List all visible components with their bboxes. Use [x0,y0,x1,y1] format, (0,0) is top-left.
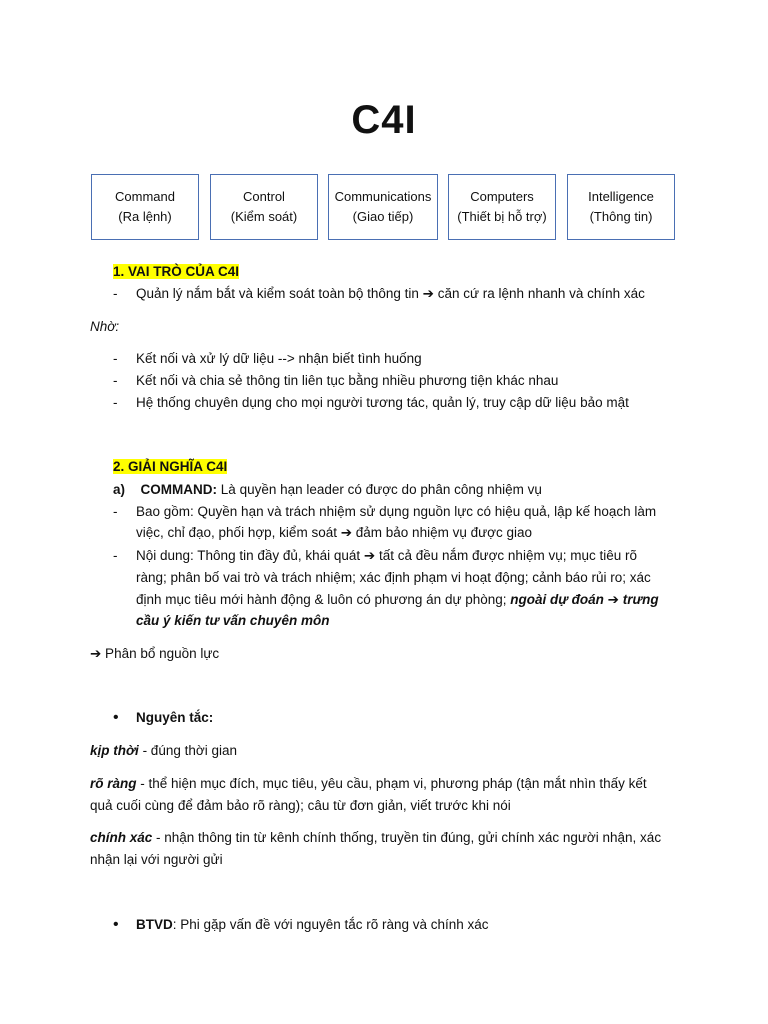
btvd-def: : Phi gặp vấn đề với nguyên tắc rõ ràng và chính xác [172,917,489,932]
box-computers [448,174,556,240]
box-communications [328,174,438,240]
nguyen-tac-label-text: Nguyên tắc: [136,710,214,725]
noi-dung-line4 [136,610,329,632]
command-term: COMMAND: [140,482,218,497]
nho-item: Kết nối và xử lý dữ liệu --> nhận biết tình huống [136,351,422,366]
chinh-xac-line2: nhận lại với người gửi [90,852,223,867]
dash-marker: - [113,395,118,410]
chinh-xac-term: chính xác [90,830,153,845]
box-control-name: Control [243,189,285,204]
noi-dung-line3-emph: ngoài dự đoán ➔ trưng [510,592,659,607]
box-control [210,174,318,240]
command-def: Là quyền hạn leader có được do phân công nhiệm vụ [217,482,542,497]
ro-rang-term: rõ ràng [90,776,137,791]
box-command-name: Command [115,189,175,204]
command-definition [113,479,542,501]
btvd-line [136,914,489,936]
nho-label [90,316,119,338]
box-intelligence-translation: (Thông tin) [589,209,653,224]
chinh-xac-def: - nhận thông tin từ kênh chính thống, truyền tin đúng, gửi chính xác người nhận, xác [152,830,662,845]
section1-heading-text: 1. VAI TRÒ CỦA C4I [113,264,240,279]
box-communications-name: Communications [334,189,432,204]
box-command-translation: (Ra lệnh) [118,209,172,224]
nho-item: Kết nối và chia sẻ thông tin liên tục bằng nhiều phương tiện khác nhau [136,373,559,388]
box-control-translation: (Kiểm soát) [230,209,298,224]
box-communications-translation: (Giao tiếp) [352,209,414,224]
kip-thoi-term: kịp thời [90,743,139,758]
section1-item: Quản lý nắm bắt và kiểm soát toàn bộ thông tin ➔ căn cứ ra lệnh nhanh và chính xác [136,286,645,301]
dash-marker: - [113,548,118,563]
btvd-term: BTVD [136,917,173,932]
ro-rang-def: - thể hiện mục đích, mục tiêu, yêu cầu, phạm vi, phương pháp (tận mắt nhìn thấy kết [136,776,647,791]
page-title: C4I [351,98,417,142]
box-intelligence-name: Intelligence [588,189,654,204]
bao-gom-line2: việc, chỉ đạo, phối hợp, kiểm soát ➔ đảm bảo nhiệm vụ được giao [136,525,533,540]
ro-rang-line1 [90,773,647,795]
bullet-marker: • [113,916,119,933]
kip-thoi-def: - đúng thời gian [138,743,237,758]
phan-bo-nguon-luc: ➔ Phân bổ nguồn lực [90,646,220,661]
bao-gom-line1: Bao gồm: Quyền hạn và trách nhiệm sử dụng nguồn lực có hiệu quả, lập kế hoạch làm [136,504,657,519]
ro-rang-line2: quả cuối cùng để đảm bảo rõ ràng); câu từ đơn giản, viết trước khi nói [90,798,511,813]
box-computers-name: Computers [470,189,534,204]
noi-dung-line2: ràng; phân bố vai trò và trách nhiệm; xác định phạm vi hoạt động; cảnh báo rủi ro; xác [136,570,651,585]
nho-item: Hệ thống chuyên dụng cho mọi người tương tác, quản lý, truy cập dữ liệu bảo mật [136,395,629,410]
section1-heading [113,261,239,283]
box-intelligence [567,174,675,240]
kip-thoi-line [90,740,237,762]
dash-marker: - [113,286,118,301]
noi-dung-line3 [136,589,659,611]
dash-marker: - [113,373,118,388]
chinh-xac-line1 [90,827,661,849]
box-computers-translation: (Thiết bị hỗ trợ) [457,209,547,224]
bullet-marker: • [113,709,119,726]
section2-heading [113,456,227,478]
nguyen-tac-label [136,707,213,729]
noi-dung-line4-emph: cầu ý kiến tư vấn chuyên môn [136,613,330,628]
section2-heading-text: 2. GIẢI NGHĨA C4I [113,459,228,474]
dash-marker: - [113,351,118,366]
noi-dung-line3-plain: định mục tiêu mới hành động & luôn có phương án dự phòng; [136,592,511,607]
noi-dung-line1: Nội dung: Thông tin đầy đủ, khái quát ➔ tất cả đều nắm được nhiệm vụ; mục tiêu rõ [136,548,637,563]
box-command [91,174,199,240]
dash-marker: - [113,504,118,519]
sub-label: a) [113,482,126,497]
nho-label-text: Nhờ: [90,319,120,334]
